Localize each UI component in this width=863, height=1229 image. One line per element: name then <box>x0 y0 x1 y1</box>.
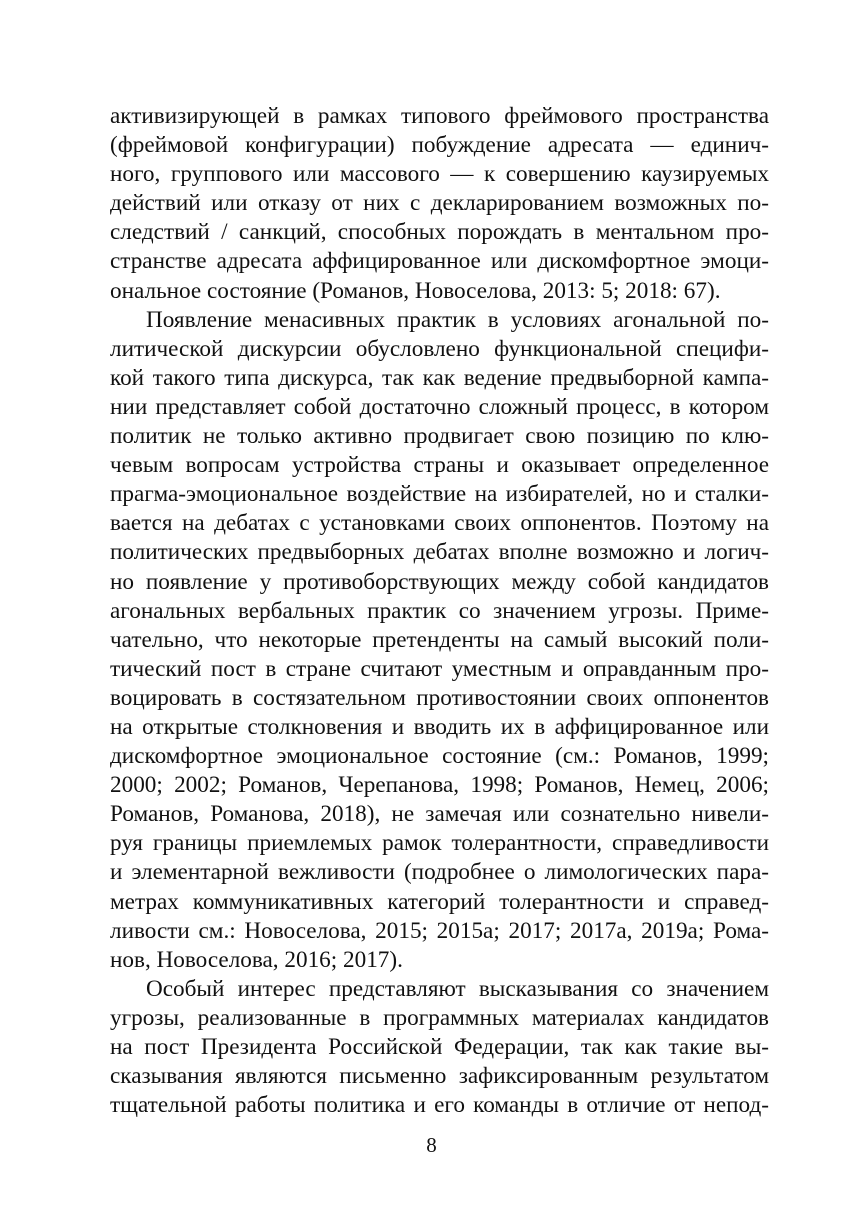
text-line: странстве адресата аффицированное или дискомфортное эмоци- <box>110 248 769 275</box>
text-line: вается на дебатах с установками своих оппонентов. Поэтому на <box>110 510 769 537</box>
text-line: действий или отказу от них с декларированием возможных по- <box>110 190 769 217</box>
text-line: политик не только активно продвигает свою позицию по клю- <box>110 423 769 450</box>
text-line: на открытые столкновения и вводить их в аффицированное или <box>110 713 769 740</box>
text-line: угрозы, реализованные в программных материалах кандидатов <box>110 1004 769 1031</box>
text-line: метрах коммуникативных категорий толерантности и справед- <box>110 888 769 915</box>
text-line: политических предвыборных дебатах вполне возможно и логич- <box>110 539 769 566</box>
text-line: но появление у противоборствующих между собой кандидатов <box>110 568 769 595</box>
body-text <box>110 102 769 1120</box>
text-line: и элементарной вежливости (подробнее о лимологических пара- <box>110 859 769 886</box>
text-line: прагма-эмоциональное воздействие на избирателей, но и сталки- <box>110 481 769 508</box>
text-line: руя границы приемлемых рамок толерантности, справедливости <box>110 830 769 857</box>
paragraph-3 <box>110 975 769 1120</box>
text-line: тический пост в стране считают уместным и оправданным про- <box>110 655 769 682</box>
text-line: Романов, Романова, 2018), не замечая или сознательно нивели- <box>110 801 769 828</box>
text-line: дискомфортное эмоциональное состояние (см.: Романов, 1999; <box>110 743 769 770</box>
text-line: следствий / санкций, способных порождать в ментальном про- <box>110 219 769 246</box>
text-line: (фреймовой конфигурации) побуждение адресата — единич- <box>110 132 769 159</box>
text-line: агональных вербальных практик со значением угрозы. Приме- <box>110 597 769 624</box>
page-number: 8 <box>426 1133 437 1157</box>
text-line: тщательной работы политика и его команды в отличие от непод- <box>110 1092 769 1119</box>
text-line: 2000; 2002; Романов, Черепанова, 1998; Романов, Немец, 2006; <box>110 772 769 799</box>
paragraph-1 <box>110 102 769 306</box>
text-line: активизирующей в рамках типового фреймового пространства <box>110 103 769 129</box>
text-line: чевым вопросам устройства страны и оказывает определенное <box>110 452 769 479</box>
text-line: на пост Президента Российской Федерации, так как такие вы- <box>110 1034 769 1060</box>
text-line: ональное состояние (Романов, Новоселова, 2013: 5; 2018: 67). <box>110 277 721 304</box>
text-line: нии представляет собой достаточно сложный процесс, в котором <box>110 393 769 420</box>
text-line: ного, группового или массового — к совершению каузируемых <box>110 161 769 188</box>
text-line: Появление менасивных практик в условиях агональной по- <box>146 306 769 333</box>
text-line: литической дискурсии обусловлено функциональной специфи- <box>110 335 769 362</box>
text-line: сказывания являются письменно зафиксированным результатом <box>110 1063 769 1090</box>
text-line: чательно, что некоторые претенденты на самый высокий поли- <box>110 626 769 653</box>
text-line: Особый интерес представляют высказывания со значением <box>146 975 769 1002</box>
text-line: кой такого типа дискурса, так как ведение предвыборной кампа- <box>110 364 769 391</box>
text-line: воцировать в состязательном противостоянии своих оппонентов <box>110 684 769 711</box>
text-line: ливости см.: Новоселова, 2015; 2015а; 2017; 2017а, 2019а; Рома- <box>110 917 769 944</box>
text-line: нов, Новоселова, 2016; 2017). <box>110 946 403 973</box>
paragraph-2 <box>110 306 769 975</box>
